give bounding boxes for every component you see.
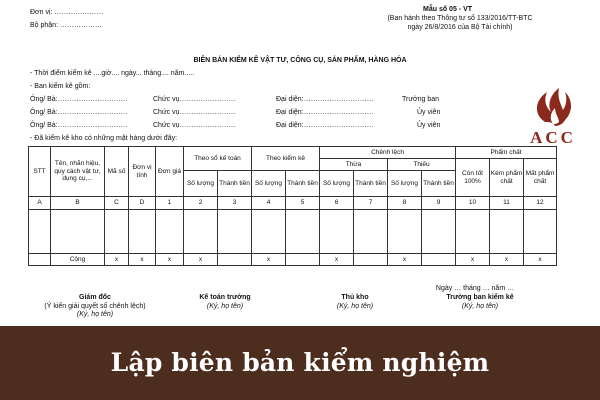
total-cell: x — [105, 254, 129, 266]
storekeeper-signature-block — [300, 294, 410, 311]
total-cell: x — [490, 254, 524, 266]
col-qty: Số lượng — [320, 171, 354, 197]
accountant-sign-hint: (Ký, họ tên) — [206, 302, 244, 310]
table-cell — [129, 210, 156, 254]
accountant-title: Kế toán trưởng — [199, 294, 251, 301]
col-bad: Kém phẩm chất — [490, 159, 524, 197]
org-unit-field: Đơn vị: ………………… — [30, 9, 104, 16]
total-label: Cộng — [51, 254, 105, 266]
head-signature-block — [420, 294, 540, 311]
table-cell — [354, 210, 388, 254]
document-title: BIÊN BẢN KIỂM KÊ VẬT TƯ, CÔNG CỤ, SẢN PHẨM, HÀNG HÓA — [193, 57, 407, 64]
total-cell — [218, 254, 252, 266]
accountant-signature-block — [170, 294, 280, 311]
form-number: Mẫu số 05 - VT — [423, 6, 473, 13]
member-position: Chức vụ…………………… — [153, 109, 236, 116]
table-cell — [51, 210, 105, 254]
member-name: Ông/ Bà:………………………… — [30, 96, 128, 103]
member-rep: Đại diện:………………………… — [276, 96, 374, 103]
total-cell: x — [156, 254, 184, 266]
inventory-items-line: - Đã kiểm kê kho có những mặt hàng dưới đây: — [30, 135, 178, 142]
total-cell: x — [388, 254, 422, 266]
total-cell — [422, 254, 456, 266]
code-cell: 10 — [456, 197, 490, 210]
total-cell: x — [320, 254, 354, 266]
table-cell — [105, 210, 129, 254]
member-role: Ủy viên — [417, 109, 441, 116]
member-position: Chức vụ…………………… — [153, 96, 236, 103]
code-cell: 11 — [490, 197, 524, 210]
table-cell — [156, 210, 184, 254]
code-cell: 9 — [422, 197, 456, 210]
col-amount: Thành tiền — [422, 171, 456, 197]
code-cell: C — [105, 197, 129, 210]
member-rep: Đại diện:………………………… — [276, 109, 374, 116]
col-book: Theo sổ kế toán — [184, 147, 252, 171]
director-note: (Ý kiến giải quyết số chênh lệch) — [44, 302, 146, 310]
head-title: Trưởng ban kiểm kê — [446, 294, 514, 301]
department-field: Bộ phận: ……………… — [30, 22, 102, 29]
total-cell: x — [456, 254, 490, 266]
code-cell: D — [129, 197, 156, 210]
col-amount: Thành tiền — [286, 171, 320, 197]
director-title: Giám đốc — [79, 294, 111, 301]
total-cell: x — [252, 254, 286, 266]
table-cell — [456, 210, 490, 254]
col-price: Đơn giá — [156, 147, 184, 197]
storekeeper-sign-hint: (Ký, họ tên) — [336, 302, 374, 310]
member-rep: Đại diện:………………………… — [276, 122, 374, 129]
code-cell: 4 — [252, 197, 286, 210]
col-surplus: Thừa — [320, 159, 388, 171]
title-banner — [0, 326, 600, 400]
col-item-name: Tên, nhãn hiệu, quy cách vật tư, dụng cụ,... — [51, 147, 105, 197]
member-role: Ủy viên — [417, 122, 441, 129]
code-cell: 6 — [320, 197, 354, 210]
col-shortage: Thiếu — [388, 159, 456, 171]
col-diff: Chênh lệch — [320, 147, 456, 159]
code-cell: B — [51, 197, 105, 210]
total-cell — [29, 254, 51, 266]
code-cell: 7 — [354, 197, 388, 210]
table-cell — [388, 210, 422, 254]
table-cell — [490, 210, 524, 254]
issued-note-2: ngày 26/8/2016 của Bộ Tài chính) — [407, 24, 513, 31]
member-role: Trưởng ban — [402, 96, 440, 103]
table-cell — [252, 210, 286, 254]
col-unit: Đơn vị tính — [129, 147, 156, 197]
total-cell: x — [184, 254, 218, 266]
col-good: Còn tốt 100% — [456, 159, 490, 197]
logo-text: ACC — [530, 128, 576, 147]
total-cell — [286, 254, 320, 266]
code-cell: 3 — [218, 197, 252, 210]
column-code-row — [29, 197, 557, 210]
col-amount: Thành tiền — [354, 171, 388, 197]
inventory-table — [28, 146, 557, 266]
issued-note-1: (Ban hành theo Thông tư số 133/2016/TT-BTC — [387, 15, 533, 22]
col-qty: Số lượng — [252, 171, 286, 197]
code-cell: A — [29, 197, 51, 210]
header-row — [29, 147, 557, 159]
col-quality: Phẩm chất — [456, 147, 557, 159]
member-name: Ông/ Bà:………………………… — [30, 109, 128, 116]
col-amount: Thành tiền — [218, 171, 252, 197]
head-sign-hint: (Ký, họ tên) — [461, 302, 499, 310]
director-sign-hint: (Ký, họ tên) — [76, 311, 114, 318]
total-cell: x — [524, 254, 557, 266]
col-code: Mã số — [105, 147, 129, 197]
table-cell — [218, 210, 252, 254]
table-cell — [422, 210, 456, 254]
total-cell — [354, 254, 388, 266]
acc-logo — [523, 78, 583, 154]
banner-title: Lập biên bản kiểm nghiệm — [110, 348, 490, 377]
table-cell — [286, 210, 320, 254]
table-cell — [320, 210, 354, 254]
code-cell: 8 — [388, 197, 422, 210]
col-qty: Số lượng — [184, 171, 218, 197]
director-signature-block — [20, 294, 170, 320]
code-cell: 12 — [524, 197, 557, 210]
code-cell: 5 — [286, 197, 320, 210]
inventory-time-line: - Thời điểm kiểm kê ....giờ.... ngày... tháng.... năm..... — [30, 70, 195, 77]
member-position: Chức vụ…………………… — [153, 122, 236, 129]
col-stt: STT — [29, 147, 51, 197]
member-name: Ông/ Bà:………………………… — [30, 122, 128, 129]
table-cell — [184, 210, 218, 254]
committee-label: - Ban kiểm kê gồm: — [30, 83, 91, 90]
col-count: Theo kiểm kê — [252, 147, 320, 171]
sign-date-line: Ngày … tháng … năm … — [435, 285, 515, 292]
col-qty: Số lượng — [388, 171, 422, 197]
total-cell: x — [129, 254, 156, 266]
col-lost: Mất phẩm chất — [524, 159, 557, 197]
storekeeper-title: Thủ kho — [341, 294, 369, 301]
total-row — [29, 254, 557, 266]
code-cell: 2 — [184, 197, 218, 210]
table-cell — [524, 210, 557, 254]
table-cell — [29, 210, 51, 254]
code-cell: 1 — [156, 197, 184, 210]
table-row — [29, 210, 557, 254]
